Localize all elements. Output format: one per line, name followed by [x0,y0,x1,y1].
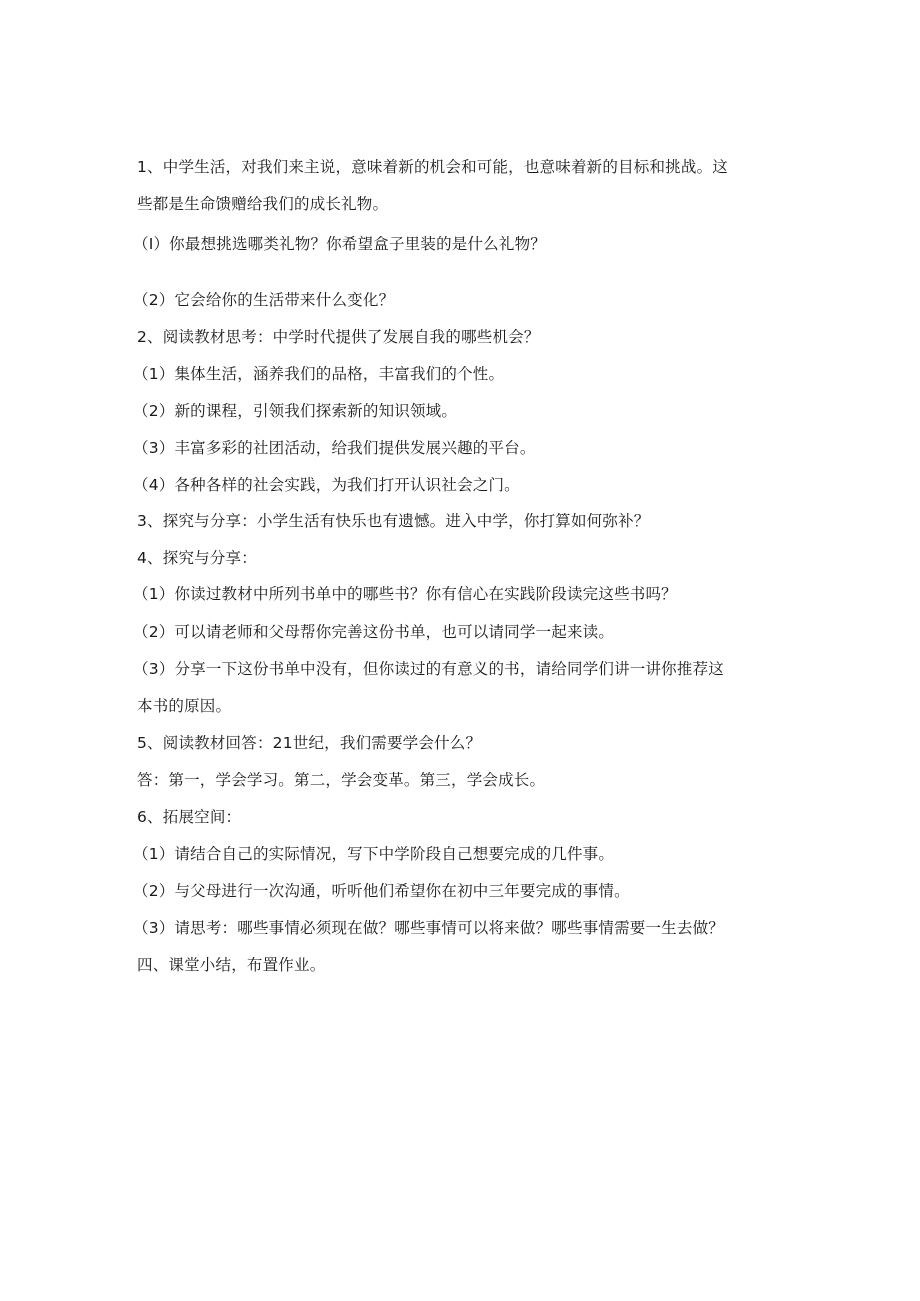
section-5-answer: 答：第一，学会学习。第二，学会变革。第三，学会成长。 [137,771,546,789]
section-6-item-1: （1）请结合自己的实际情况，写下中学阶段自己想要完成的几件事。 [133,845,615,863]
section-2-item-2: （2）新的课程，引领我们探索新的知识领域。 [133,402,458,420]
section-4-item-3-line-2: 本书的原因。 [137,697,232,715]
section-4-heading: 4、探究与分享： [137,549,257,567]
question-1-1: （I）你最想挑选哪类礼物？你希望盒子里装的是什么礼物？ [133,235,546,253]
section-four-heading: 四、课堂小结，布置作业。 [137,956,326,974]
question-1-2: （2）它会给你的生活带来什么变化？ [133,291,395,309]
section-4-item-3-line-1: （3）分享一下这份书单中没有，但你读过的有意义的书，请给同学们讲一讲你推荐这 [133,660,724,678]
section-2-item-3: （3）丰富多彩的社团活动，给我们提供发展兴趣的平台。 [133,439,536,457]
section-6-item-2: （2）与父母进行一次沟通，听听他们希望你在初中三年要完成的事情。 [133,882,630,900]
section-2-item-1: （1）集体生活，涵养我们的品格，丰富我们的个性。 [133,365,505,383]
section-2-item-4: （4）各种各样的社会实践，为我们打开认识社会之门。 [133,476,520,494]
section-3-heading: 3、探究与分享：小学生活有快乐也有遗憾。进入中学，你打算如何弥补？ [137,512,650,530]
paragraph-1-line-1: 1、中学生活，对我们来主说，意味着新的机会和可能，也意味着新的目标和挑战。这 [137,158,728,176]
section-4-item-2: （2）可以请老师和父母帮你完善这份书单，也可以请同学一起来读。 [133,623,615,641]
section-6-item-3: （3）请思考：哪些事情必须现在做？哪些事情可以将来做？哪些事情需要一生去做？ [133,919,724,937]
section-6-heading: 6、拓展空间： [137,808,242,826]
section-5-heading: 5、阅读教材回答：21世纪，我们需要学会什么？ [137,734,482,752]
paragraph-1-line-2: 些都是生命馈赠给我们的成长礼物。 [137,195,389,213]
section-2-heading: 2、阅读教材思考：中学时代提供了发展自我的哪些机会？ [137,328,540,346]
section-4-item-1: （1）你读过教材中所列书单中的哪些书？你有信心在实践阶段读完这些书吗？ [133,585,677,603]
